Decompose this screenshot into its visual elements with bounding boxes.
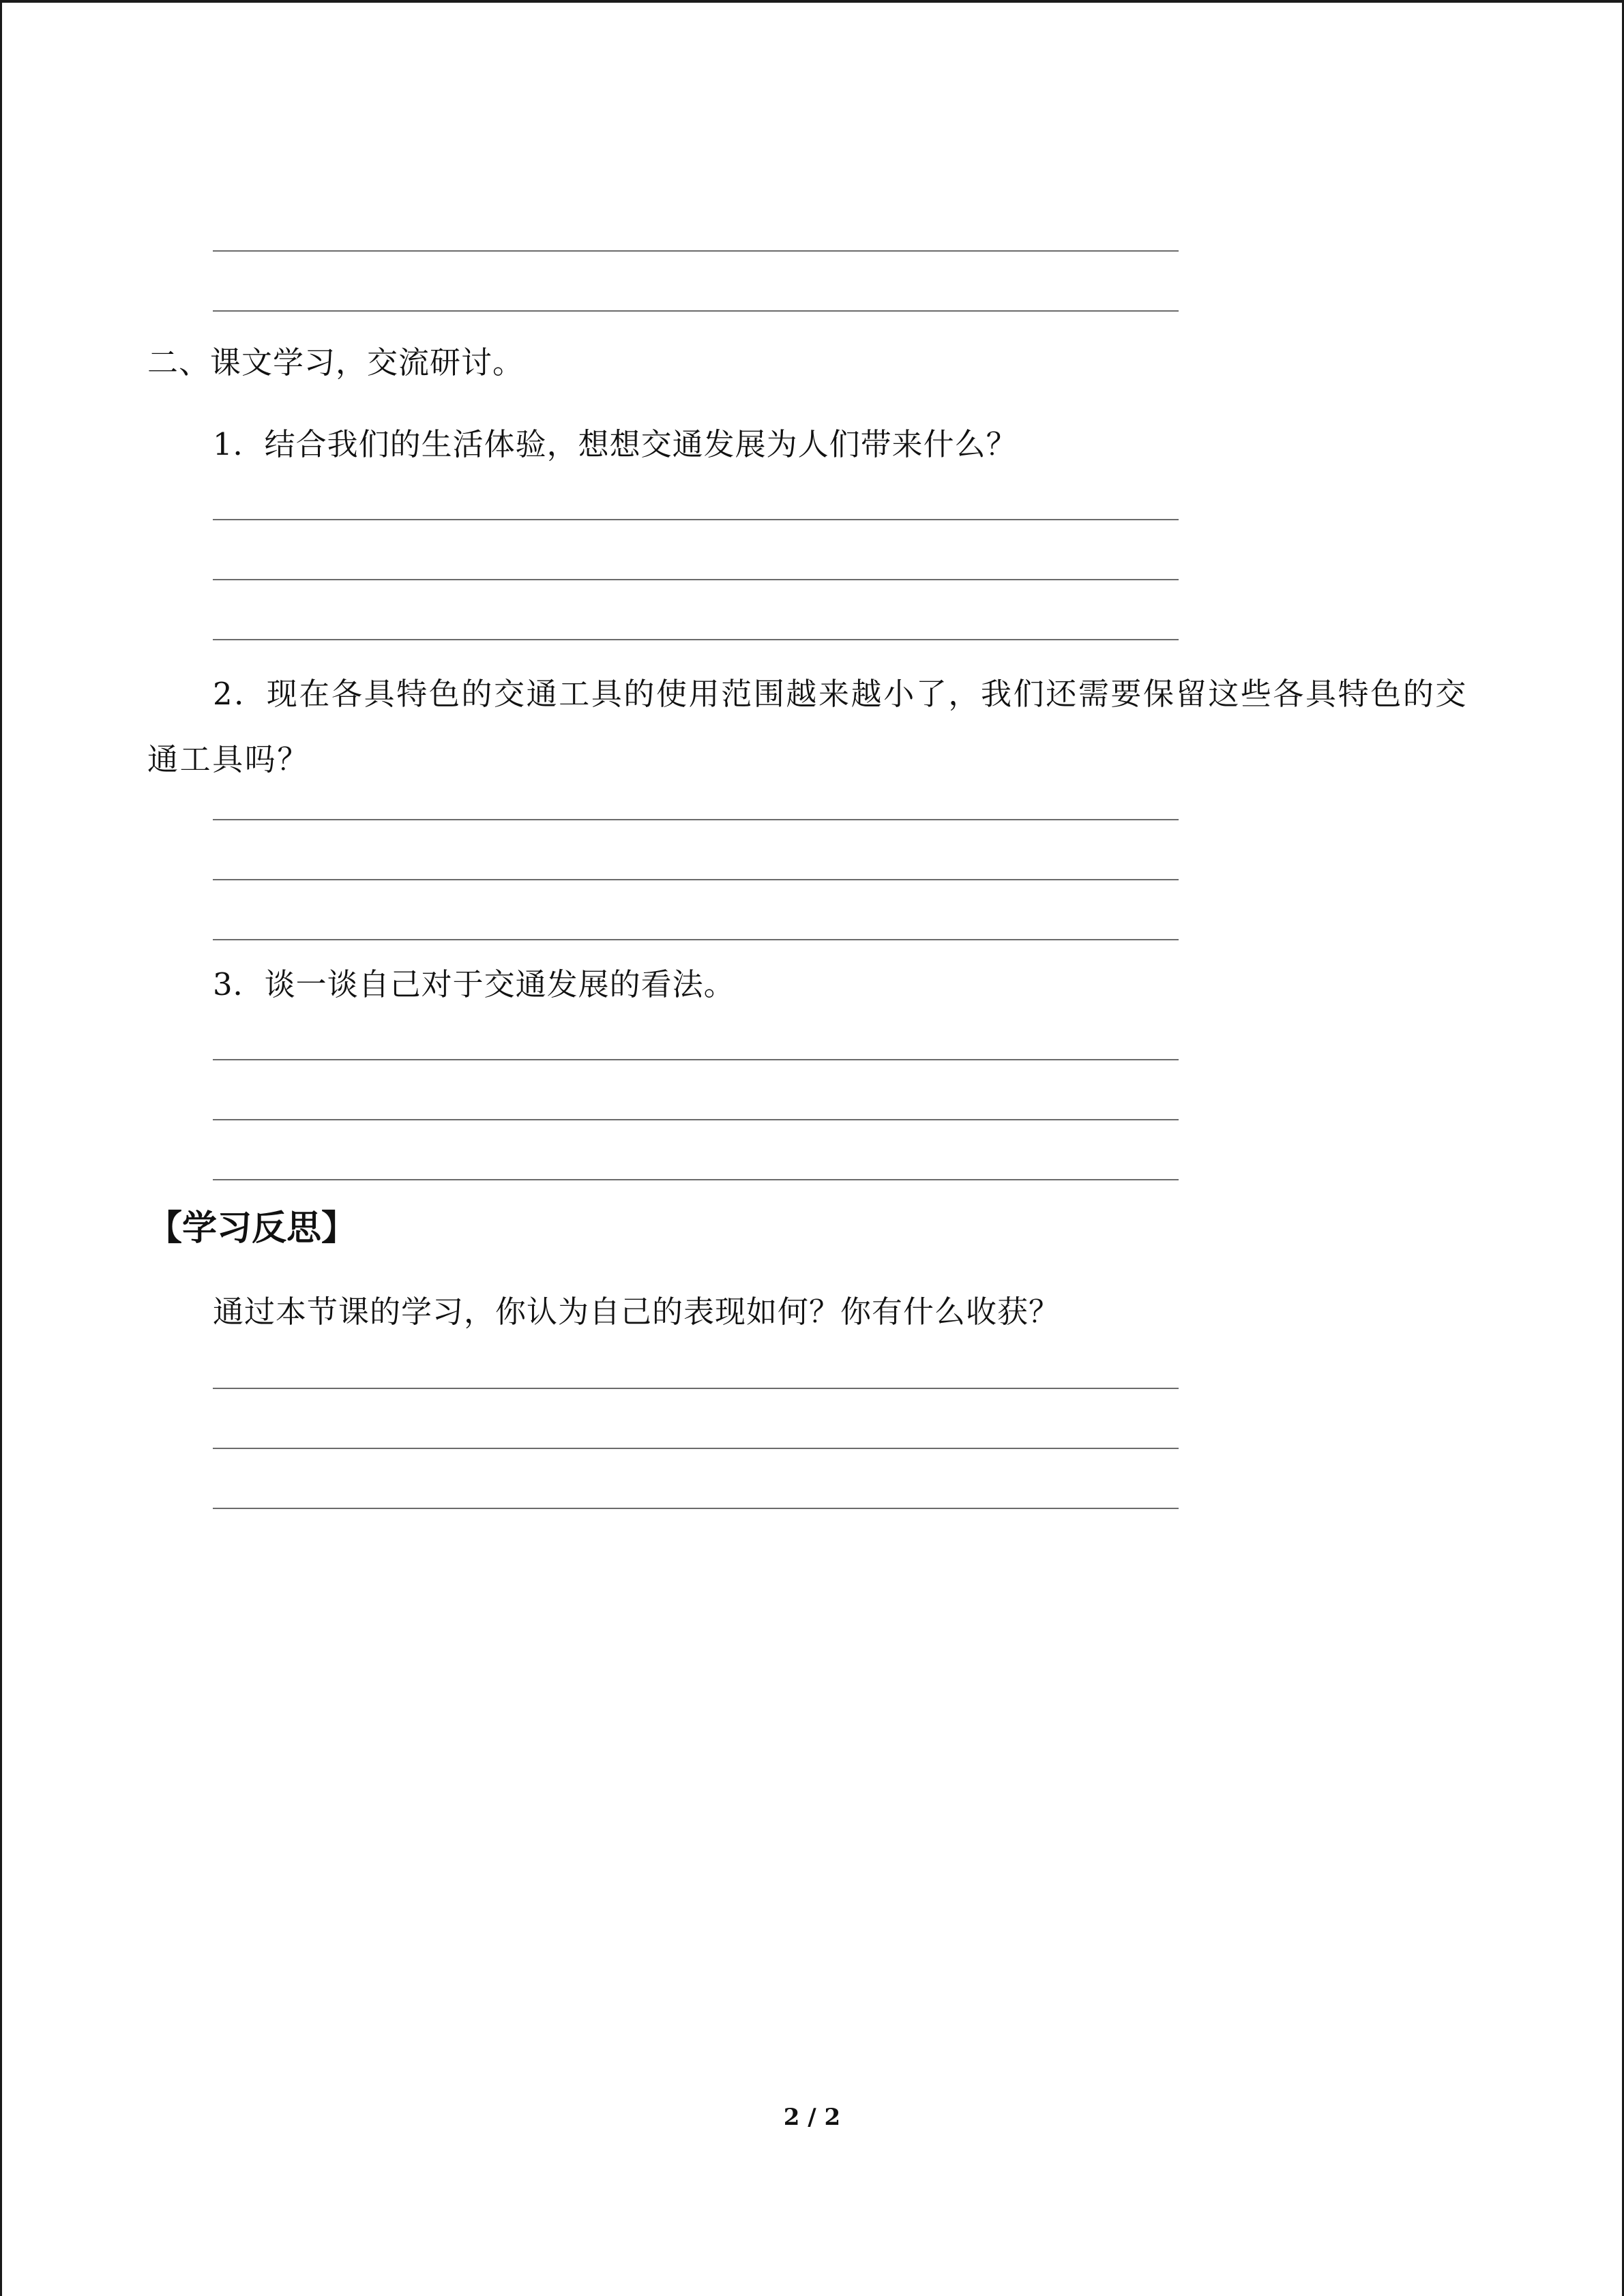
reflection-prompt: 通过本节课的学习，你认为自己的表现如何？你有什么收获？ [213, 1294, 1061, 1330]
answer-line[interactable] [213, 939, 1179, 940]
question-3: 3．谈一谈自己对于交通发展的看法。 [213, 966, 735, 1002]
answer-line[interactable] [213, 1059, 1179, 1060]
question-1: 1．结合我们的生活体验，想想交通发展为人们带来什么？ [213, 426, 1018, 462]
answer-line[interactable] [213, 879, 1179, 880]
answer-line[interactable] [213, 310, 1179, 312]
question-2: 2．现在各具特色的交通工具的使用范围越来越小了，我们还需要保留这些各具特色的交通工具吗？ [147, 676, 1468, 777]
section-title: 二、课文学习，交流研讨。 [147, 344, 525, 381]
answer-line[interactable] [213, 519, 1179, 520]
reflection-heading: 【学习反思】 [147, 1208, 357, 1249]
answer-line[interactable] [213, 1388, 1179, 1389]
answer-line[interactable] [213, 250, 1179, 252]
answer-line[interactable] [213, 1179, 1179, 1180]
answer-line[interactable] [213, 1508, 1179, 1509]
answer-line[interactable] [213, 1448, 1179, 1449]
page-number: 2 / 2 [783, 2104, 841, 2131]
answer-line[interactable] [213, 639, 1179, 640]
answer-line[interactable] [213, 579, 1179, 580]
answer-line[interactable] [213, 819, 1179, 820]
answer-line[interactable] [213, 1119, 1179, 1120]
